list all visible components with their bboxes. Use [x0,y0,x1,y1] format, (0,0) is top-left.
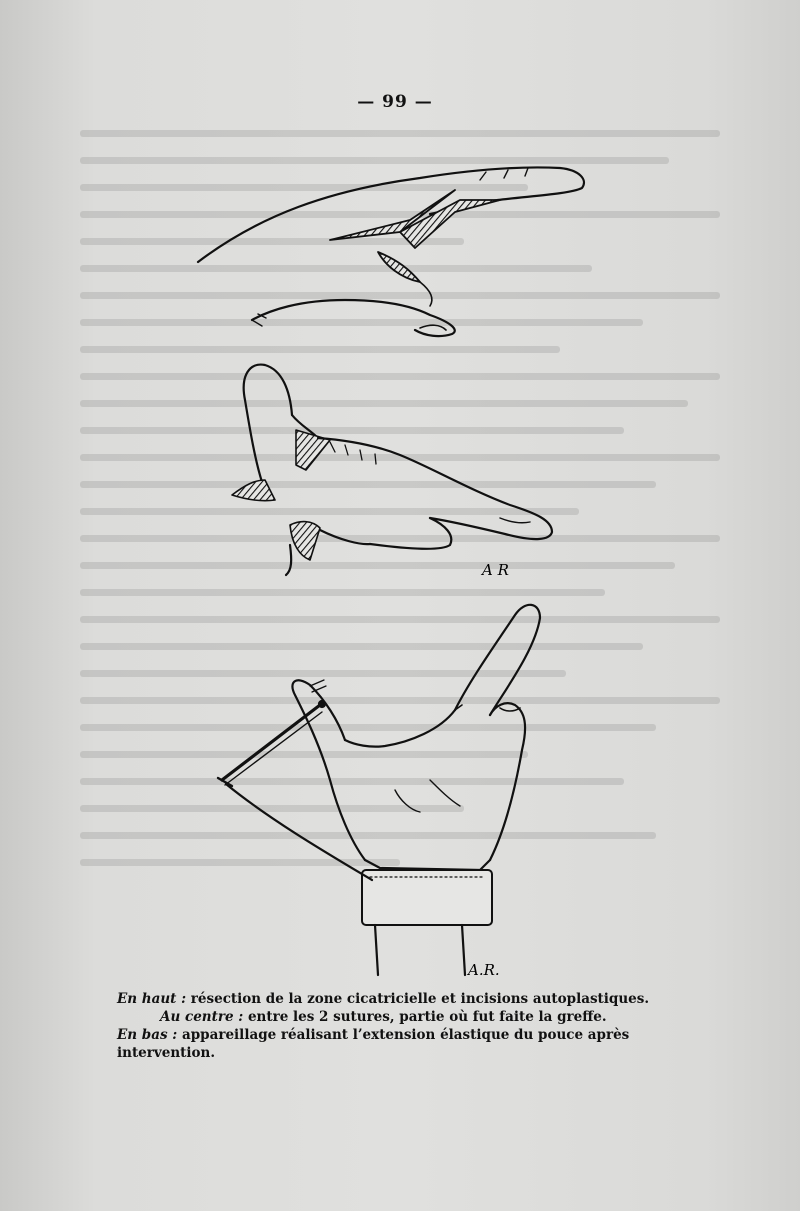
figure-bottom-hand [218,605,540,975]
caption-text-top: résection de la zone cicatricielle et incisions autoplastiques. [186,991,650,1007]
caption-label-top: En haut : [117,991,187,1007]
caption-line-bottom [117,1026,677,1062]
caption-line-center [117,1008,677,1026]
caption-line-top [117,990,677,1008]
figure-top-hand [198,167,584,336]
figure-caption [117,990,677,1062]
caption-label-bottom: En bas : [117,1027,178,1043]
signature-bottom: A.R. [468,961,500,979]
page-number: — 99 — [357,92,433,112]
signature-center: A R [482,561,509,579]
caption-label-center: Au centre : [160,1009,244,1025]
figure-center-hand [232,365,552,575]
caption-text-center: entre les 2 sutures, partie où fut faite la greffe. [243,1009,607,1025]
caption-text-bottom: appareillage réalisant l’extension élastique du pouce après intervention. [117,1027,630,1061]
